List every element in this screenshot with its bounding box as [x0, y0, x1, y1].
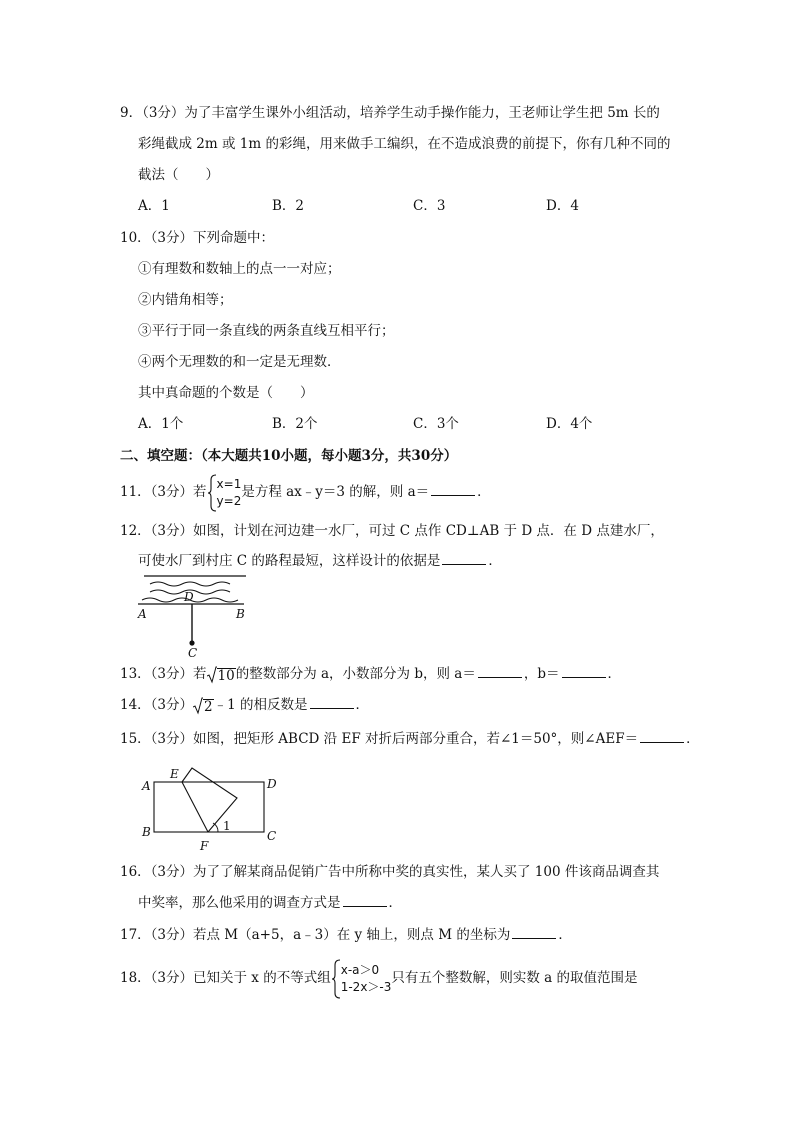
q10-item-3: ③平行于同一条直线的两条直线互相平行；	[138, 323, 395, 339]
q9-line-3: 截法（ ）	[138, 167, 219, 183]
q13-end: ．	[607, 666, 621, 682]
q9-line-1: 9．（3分）为了丰富学生课外小组活动，培养学生动手操作能力，王老师让学生把 5m 长的	[120, 105, 660, 121]
q14-radicand: 2	[204, 699, 213, 715]
q9-option-a: A．1	[138, 198, 170, 214]
q18-ineq-2: 1-2x＞-3	[340, 979, 392, 994]
q14-end: ．	[355, 697, 370, 713]
brace-icon	[331, 959, 341, 999]
q11-eq-1: x=1	[216, 476, 242, 491]
q11-text: 是方程 ax﹣y＝3 的解，则 a＝	[241, 484, 430, 500]
q12-line-2-text: 可使水厂到村庄 C 的路程最短，这样设计的依据是	[138, 553, 441, 569]
q10-option-c: C．3个	[413, 416, 459, 432]
q11-end: ．	[477, 484, 491, 500]
label-a: A	[138, 607, 147, 621]
q9-option-d: D．4	[546, 198, 579, 214]
point-c	[189, 640, 194, 645]
section-heading: 二、填空题：（本大题共10小题，每小题3分，共30分）	[120, 448, 458, 464]
q10-stem: 10．（3分）下列命题中：	[120, 230, 275, 246]
label-c: C	[267, 829, 277, 843]
q13-radicand: 10	[217, 668, 235, 684]
q17-text: 17．（3分）若点 M（a+5，a﹣3）在 y 轴上，则点 M 的坐标为	[120, 927, 511, 943]
q9-option-c: C．3	[413, 198, 446, 214]
q17-answer-blank[interactable]	[512, 925, 556, 939]
q15-text: 15．（3分）如图，把矩形 ABCD 沿 EF 对折后两部分重合，若∠1＝50°，则∠AEF＝	[120, 731, 639, 747]
q12-line-2	[138, 551, 502, 571]
label-c: C	[188, 646, 198, 660]
q10-item-4: ④两个无理数的和一定是无理数．	[138, 354, 341, 370]
q16-answer-blank[interactable]	[343, 893, 387, 907]
q18-text: 只有五个整数解，则实数 a 的取值范围是	[391, 970, 638, 986]
q15	[120, 729, 700, 749]
q18-system	[331, 959, 392, 999]
brace-icon	[207, 474, 217, 512]
label-b: B	[236, 607, 245, 621]
label-a: A	[142, 779, 151, 793]
q11	[120, 472, 491, 512]
radical-sign-icon	[193, 697, 203, 715]
sqrt-2	[193, 697, 214, 715]
q14-answer-blank[interactable]	[310, 695, 354, 709]
q18-prefix: 18．（3分）已知关于 x 的不等式组	[120, 970, 331, 986]
label-b: B	[142, 825, 151, 839]
label-d: D	[267, 777, 277, 791]
q18-ineq-1: x-a＞0	[340, 962, 380, 977]
label-e: E	[170, 767, 179, 781]
q13-text: 的整数部分为 a，小数部分为 b，则 a＝	[235, 666, 476, 682]
q15-end: ．	[686, 731, 700, 747]
q10-option-d: D．4个	[546, 416, 593, 432]
q11-prefix: 11．（3分）若	[120, 484, 207, 500]
wave-icon	[150, 582, 230, 586]
q12-figure	[134, 570, 254, 660]
q11-system	[207, 474, 242, 512]
q16-end: ．	[388, 895, 402, 911]
q13-prefix: 13．（3分）若	[120, 666, 207, 682]
q13-answer-b-blank[interactable]	[562, 664, 606, 678]
label-d: D	[184, 590, 194, 604]
radical-sign-icon	[207, 666, 217, 684]
label-angle-1: 1	[223, 819, 231, 833]
angle-1-arc	[213, 823, 218, 832]
q9-line-2: 彩绳截成 2m 或 1m 的彩绳，用来做手工编织，在不造成浪费的前提下，你有几种不同的	[138, 136, 671, 152]
q9-option-b: B．2	[272, 198, 305, 214]
q10-item-2: ②内错角相等；	[138, 292, 233, 308]
q13	[120, 664, 621, 684]
q16-line-2	[138, 893, 402, 913]
rectangle-abcd	[154, 782, 264, 832]
q17-end: ．	[558, 927, 572, 943]
label-f: F	[200, 839, 209, 853]
q12-end: ．	[488, 553, 502, 569]
q11-answer-blank[interactable]	[431, 482, 475, 496]
q14-prefix: 14．（3分）	[120, 697, 194, 713]
q14	[120, 695, 369, 715]
q10-ask: 其中真命题的个数是（ ）	[138, 385, 314, 401]
q18	[120, 956, 638, 1000]
q15-answer-blank[interactable]	[640, 729, 684, 743]
q11-eq-2: y=2	[216, 493, 242, 508]
q14-text: ﹣1 的相反数是	[213, 697, 308, 713]
q10-option-a: A．1个	[138, 416, 184, 432]
q10-option-b: B．2个	[272, 416, 318, 432]
q12-answer-blank[interactable]	[442, 551, 486, 565]
q13-sep: ，b＝	[523, 666, 560, 682]
q15-figure	[134, 760, 284, 855]
q17	[120, 925, 572, 945]
q12-line-1: 12．（3分）如图，计划在河边建一水厂，可过 C 点作 CD⊥AB 于 D 点．在 D 点建水厂，	[120, 523, 664, 539]
sqrt-10	[207, 666, 236, 684]
segment-ef	[182, 782, 208, 832]
q16-line-1: 16．（3分）为了了解某商品促销广告中所称中奖的真实性，某人买了 100 件该商品调查其	[120, 864, 660, 880]
q10-item-1: ①有理数和数轴上的点一一对应；	[138, 261, 341, 277]
q13-answer-a-blank[interactable]	[478, 664, 522, 678]
q16-line-2-text: 中奖率，那么他采用的调查方式是	[138, 895, 341, 911]
